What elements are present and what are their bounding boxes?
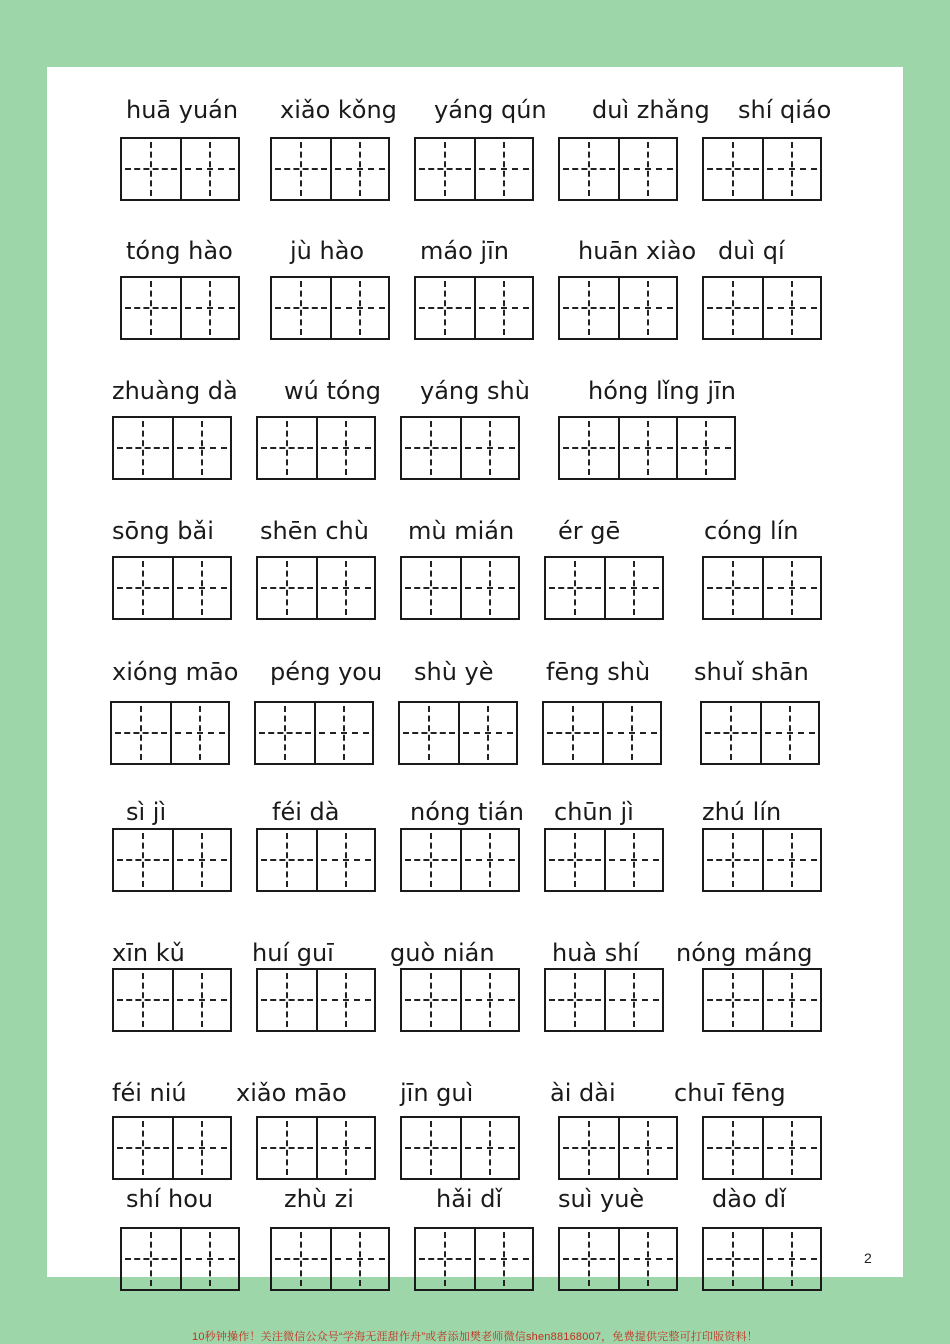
- pinyin-label: shù yè: [414, 658, 494, 686]
- tian-grid-cell[interactable]: [762, 1229, 820, 1289]
- writing-grid[interactable]: [400, 1116, 520, 1180]
- pinyin-label: wú tóng: [284, 377, 382, 405]
- tian-grid-cell[interactable]: [256, 703, 314, 763]
- writing-grid[interactable]: [702, 276, 822, 340]
- pinyin-label: sì jì: [126, 798, 167, 826]
- pinyin-label: hǎi dǐ: [436, 1185, 503, 1213]
- pinyin-label: huā yuán: [126, 96, 239, 124]
- pinyin-label: xiǎo kǒng: [280, 96, 397, 124]
- writing-grid[interactable]: [558, 137, 678, 201]
- writing-grid[interactable]: [558, 1227, 678, 1291]
- writing-grid[interactable]: [558, 416, 736, 480]
- pinyin-label: shí hou: [126, 1185, 214, 1213]
- pinyin-label: jīn guì: [400, 1079, 474, 1107]
- tian-grid-cell[interactable]: [618, 1118, 676, 1178]
- writing-grid[interactable]: [558, 276, 678, 340]
- pinyin-label: féi dà: [272, 798, 340, 826]
- tian-grid-cell[interactable]: [762, 139, 820, 199]
- tian-grid-cell[interactable]: [604, 558, 662, 618]
- tian-grid-cell[interactable]: [330, 1229, 388, 1289]
- tian-grid-cell[interactable]: [402, 970, 460, 1030]
- writing-grid[interactable]: [256, 1116, 376, 1180]
- tian-grid-cell[interactable]: [172, 558, 230, 618]
- tian-grid-cell[interactable]: [416, 139, 474, 199]
- tian-grid-cell[interactable]: [272, 139, 330, 199]
- tian-grid-cell[interactable]: [416, 278, 474, 338]
- pinyin-label: ér gē: [558, 517, 621, 545]
- tian-grid-cell[interactable]: [114, 970, 172, 1030]
- writing-grid[interactable]: [702, 828, 822, 892]
- writing-grid[interactable]: [112, 556, 232, 620]
- writing-grid[interactable]: [120, 1227, 240, 1291]
- pinyin-label: xiǎo māo: [236, 1079, 347, 1107]
- tian-grid-cell[interactable]: [460, 970, 518, 1030]
- pinyin-label: jù hào: [290, 237, 365, 265]
- tian-grid-cell[interactable]: [122, 1229, 180, 1289]
- writing-grid[interactable]: [270, 137, 390, 201]
- tian-grid-cell[interactable]: [112, 703, 170, 763]
- tian-grid-cell[interactable]: [460, 1118, 518, 1178]
- pinyin-label: shēn chù: [260, 517, 369, 545]
- tian-grid-cell[interactable]: [122, 139, 180, 199]
- writing-grid[interactable]: [544, 556, 664, 620]
- pinyin-label: nóng máng: [676, 939, 813, 967]
- writing-grid[interactable]: [112, 828, 232, 892]
- tian-grid-cell[interactable]: [760, 703, 818, 763]
- writing-grid[interactable]: [120, 276, 240, 340]
- pinyin-label: shuǐ shān: [694, 658, 809, 686]
- pinyin-label: yáng qún: [434, 96, 547, 124]
- pinyin-label: dào dǐ: [712, 1185, 787, 1213]
- tian-grid-cell[interactable]: [762, 970, 820, 1030]
- writing-grid[interactable]: [558, 1116, 678, 1180]
- pinyin-label: chūn jì: [554, 798, 634, 826]
- pinyin-label: huà shí: [552, 939, 640, 967]
- writing-grid[interactable]: [544, 828, 664, 892]
- writing-grid[interactable]: [400, 556, 520, 620]
- tian-grid-cell[interactable]: [114, 830, 172, 890]
- tian-grid-cell[interactable]: [460, 418, 518, 478]
- tian-grid-cell[interactable]: [402, 830, 460, 890]
- tian-grid-cell[interactable]: [402, 418, 460, 478]
- tian-grid-cell[interactable]: [618, 1229, 676, 1289]
- tian-grid-cell[interactable]: [474, 1229, 532, 1289]
- writing-grid[interactable]: [270, 1227, 390, 1291]
- tian-grid-cell[interactable]: [704, 139, 762, 199]
- tian-grid-cell[interactable]: [122, 278, 180, 338]
- pinyin-label: xīn kǔ: [112, 939, 185, 967]
- writing-grid[interactable]: [112, 1116, 232, 1180]
- writing-grid[interactable]: [700, 701, 820, 765]
- pinyin-label: tóng hào: [126, 237, 233, 265]
- tian-grid-cell[interactable]: [316, 558, 374, 618]
- writing-grid[interactable]: [398, 701, 518, 765]
- tian-grid-cell[interactable]: [114, 558, 172, 618]
- writing-grid[interactable]: [414, 276, 534, 340]
- tian-grid-cell[interactable]: [704, 1229, 762, 1289]
- tian-grid-cell[interactable]: [676, 418, 734, 478]
- tian-grid-cell[interactable]: [272, 278, 330, 338]
- writing-grid[interactable]: [542, 701, 662, 765]
- writing-grid[interactable]: [400, 416, 520, 480]
- writing-grid[interactable]: [254, 701, 374, 765]
- pinyin-label: féi niú: [112, 1079, 187, 1107]
- writing-grid[interactable]: [110, 701, 230, 765]
- tian-grid-cell[interactable]: [544, 703, 602, 763]
- tian-grid-cell[interactable]: [170, 703, 228, 763]
- pinyin-label: xióng māo: [112, 658, 239, 686]
- tian-grid-cell[interactable]: [460, 830, 518, 890]
- writing-grid[interactable]: [414, 137, 534, 201]
- tian-grid-cell[interactable]: [330, 278, 388, 338]
- tian-grid-cell[interactable]: [402, 558, 460, 618]
- pinyin-label: péng you: [270, 658, 383, 686]
- tian-grid-cell[interactable]: [402, 1118, 460, 1178]
- writing-grid[interactable]: [120, 137, 240, 201]
- writing-grid[interactable]: [414, 1227, 534, 1291]
- tian-grid-cell[interactable]: [704, 558, 762, 618]
- tian-grid-cell[interactable]: [272, 1229, 330, 1289]
- tian-grid-cell[interactable]: [172, 830, 230, 890]
- tian-grid-cell[interactable]: [618, 139, 676, 199]
- worksheet-page: [47, 67, 903, 1277]
- tian-grid-cell[interactable]: [400, 703, 458, 763]
- tian-grid-cell[interactable]: [604, 830, 662, 890]
- pinyin-label: huí guī: [252, 939, 334, 967]
- tian-grid-cell[interactable]: [458, 703, 516, 763]
- tian-grid-cell[interactable]: [704, 1118, 762, 1178]
- tian-grid-cell[interactable]: [316, 1118, 374, 1178]
- pinyin-label: duì qí: [718, 237, 785, 265]
- writing-grid[interactable]: [256, 968, 376, 1032]
- tian-grid-cell[interactable]: [258, 418, 316, 478]
- pinyin-label: zhù zi: [284, 1185, 354, 1213]
- pinyin-label: shí qiáo: [738, 96, 832, 124]
- tian-grid-cell[interactable]: [172, 418, 230, 478]
- pinyin-label: nóng tián: [410, 798, 524, 826]
- tian-grid-cell[interactable]: [618, 278, 676, 338]
- writing-grid[interactable]: [702, 968, 822, 1032]
- pinyin-label: chuī fēng: [674, 1079, 786, 1107]
- tian-grid-cell[interactable]: [762, 558, 820, 618]
- tian-grid-cell[interactable]: [762, 278, 820, 338]
- tian-grid-cell[interactable]: [416, 1229, 474, 1289]
- writing-grid[interactable]: [544, 968, 664, 1032]
- pinyin-label: zhuàng dà: [112, 377, 238, 405]
- tian-grid-cell[interactable]: [560, 1118, 618, 1178]
- pinyin-label: guò nián: [390, 939, 495, 967]
- tian-grid-cell[interactable]: [460, 558, 518, 618]
- tian-grid-cell[interactable]: [546, 970, 604, 1030]
- tian-grid-cell[interactable]: [602, 703, 660, 763]
- tian-grid-cell[interactable]: [172, 1118, 230, 1178]
- pinyin-label: yáng shù: [420, 377, 530, 405]
- writing-grid[interactable]: [112, 416, 232, 480]
- tian-grid-cell[interactable]: [258, 830, 316, 890]
- tian-grid-cell[interactable]: [314, 703, 372, 763]
- tian-grid-cell[interactable]: [618, 418, 676, 478]
- tian-grid-cell[interactable]: [474, 278, 532, 338]
- pinyin-label: ài dài: [550, 1079, 616, 1107]
- writing-grid[interactable]: [256, 556, 376, 620]
- tian-grid-cell[interactable]: [316, 418, 374, 478]
- tian-grid-cell[interactable]: [560, 1229, 618, 1289]
- tian-grid-cell[interactable]: [180, 1229, 238, 1289]
- pinyin-label: suì yuè: [558, 1185, 645, 1213]
- writing-grid[interactable]: [112, 968, 232, 1032]
- footer-notice: 10秒钟操作！关注微信公众号“学海无涯甜作舟”或者添加樊老师微信shen88168007，免费提供完整可打印版资料！: [192, 1331, 758, 1343]
- writing-grid[interactable]: [400, 828, 520, 892]
- writing-grid[interactable]: [256, 416, 376, 480]
- tian-grid-cell[interactable]: [604, 970, 662, 1030]
- tian-grid-cell[interactable]: [114, 1118, 172, 1178]
- tian-grid-cell[interactable]: [316, 830, 374, 890]
- writing-grid[interactable]: [702, 1227, 822, 1291]
- tian-grid-cell[interactable]: [546, 830, 604, 890]
- tian-grid-cell[interactable]: [258, 1118, 316, 1178]
- writing-grid[interactable]: [702, 1116, 822, 1180]
- writing-grid[interactable]: [270, 276, 390, 340]
- page-number: 2: [864, 1250, 872, 1266]
- pinyin-label: hóng lǐng jīn: [588, 377, 736, 405]
- tian-grid-cell[interactable]: [330, 139, 388, 199]
- tian-grid-cell[interactable]: [258, 558, 316, 618]
- tian-grid-cell[interactable]: [180, 139, 238, 199]
- tian-grid-cell[interactable]: [762, 830, 820, 890]
- writing-grid[interactable]: [256, 828, 376, 892]
- tian-grid-cell[interactable]: [704, 278, 762, 338]
- pinyin-label: duì zhǎng: [592, 96, 710, 124]
- pinyin-label: huān xiào: [578, 237, 697, 265]
- tian-grid-cell[interactable]: [258, 970, 316, 1030]
- pinyin-label: zhú lín: [702, 798, 782, 826]
- tian-grid-cell[interactable]: [560, 139, 618, 199]
- tian-grid-cell[interactable]: [316, 970, 374, 1030]
- writing-grid[interactable]: [702, 556, 822, 620]
- pinyin-label: cóng lín: [704, 517, 799, 545]
- tian-grid-cell[interactable]: [546, 558, 604, 618]
- pinyin-label: máo jīn: [420, 237, 509, 265]
- tian-grid-cell[interactable]: [704, 970, 762, 1030]
- tian-grid-cell[interactable]: [180, 278, 238, 338]
- writing-grid[interactable]: [702, 137, 822, 201]
- writing-grid[interactable]: [400, 968, 520, 1032]
- tian-grid-cell[interactable]: [474, 139, 532, 199]
- tian-grid-cell[interactable]: [704, 830, 762, 890]
- pinyin-label: mù mián: [408, 517, 515, 545]
- tian-grid-cell[interactable]: [172, 970, 230, 1030]
- tian-grid-cell[interactable]: [114, 418, 172, 478]
- tian-grid-cell[interactable]: [560, 278, 618, 338]
- tian-grid-cell[interactable]: [702, 703, 760, 763]
- tian-grid-cell[interactable]: [560, 418, 618, 478]
- pinyin-label: sōng bǎi: [112, 517, 214, 545]
- pinyin-label: fēng shù: [546, 658, 651, 686]
- tian-grid-cell[interactable]: [762, 1118, 820, 1178]
